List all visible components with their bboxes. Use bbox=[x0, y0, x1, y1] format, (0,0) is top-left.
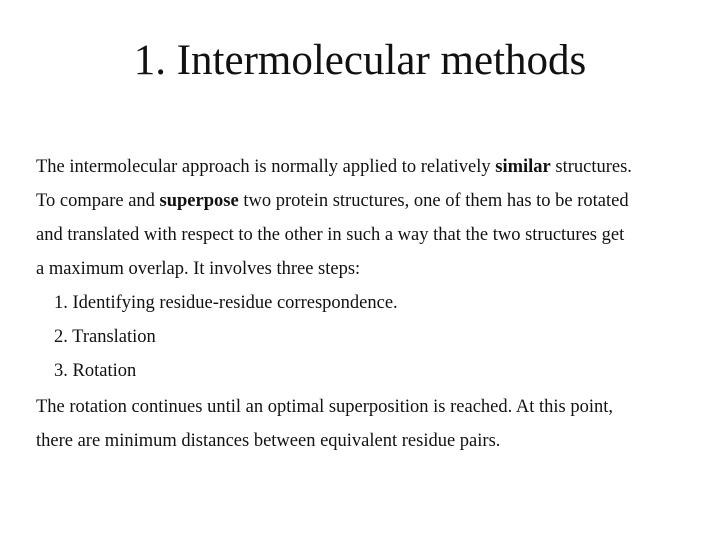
step-item-3: 3. Rotation bbox=[54, 361, 137, 381]
intro-line-1 bbox=[36, 150, 696, 184]
intro-line-3: and translated with respect to the other in such a way that the two structures get bbox=[36, 225, 625, 245]
conclusion-line-1: The rotation continues until an optimal superposition is reached. At this point, bbox=[36, 397, 614, 417]
bold-term-similar: similar bbox=[495, 157, 551, 177]
intro-line-2 bbox=[36, 184, 696, 218]
intro-line-1-end: structures. bbox=[550, 157, 632, 177]
intro-line-4: a maximum overlap. It involves three steps: bbox=[36, 259, 361, 279]
intro-line-1-start: The intermolecular approach is normally applied to relatively bbox=[36, 157, 496, 177]
conclusion-line-2: there are minimum distances between equivalent residue pairs. bbox=[36, 431, 501, 451]
slide-title: 1. Intermolecular methods bbox=[133, 37, 587, 84]
bold-term-superpose: superpose bbox=[159, 191, 239, 211]
step-item-2: 2. Translation bbox=[54, 327, 156, 347]
step-item-1: 1. Identifying residue-residue correspondence. bbox=[54, 293, 398, 313]
intro-line-2-start: To compare and bbox=[36, 191, 160, 211]
slide-body bbox=[36, 150, 696, 458]
intro-line-2-end: two protein structures, one of them has to be rotated bbox=[238, 191, 629, 211]
